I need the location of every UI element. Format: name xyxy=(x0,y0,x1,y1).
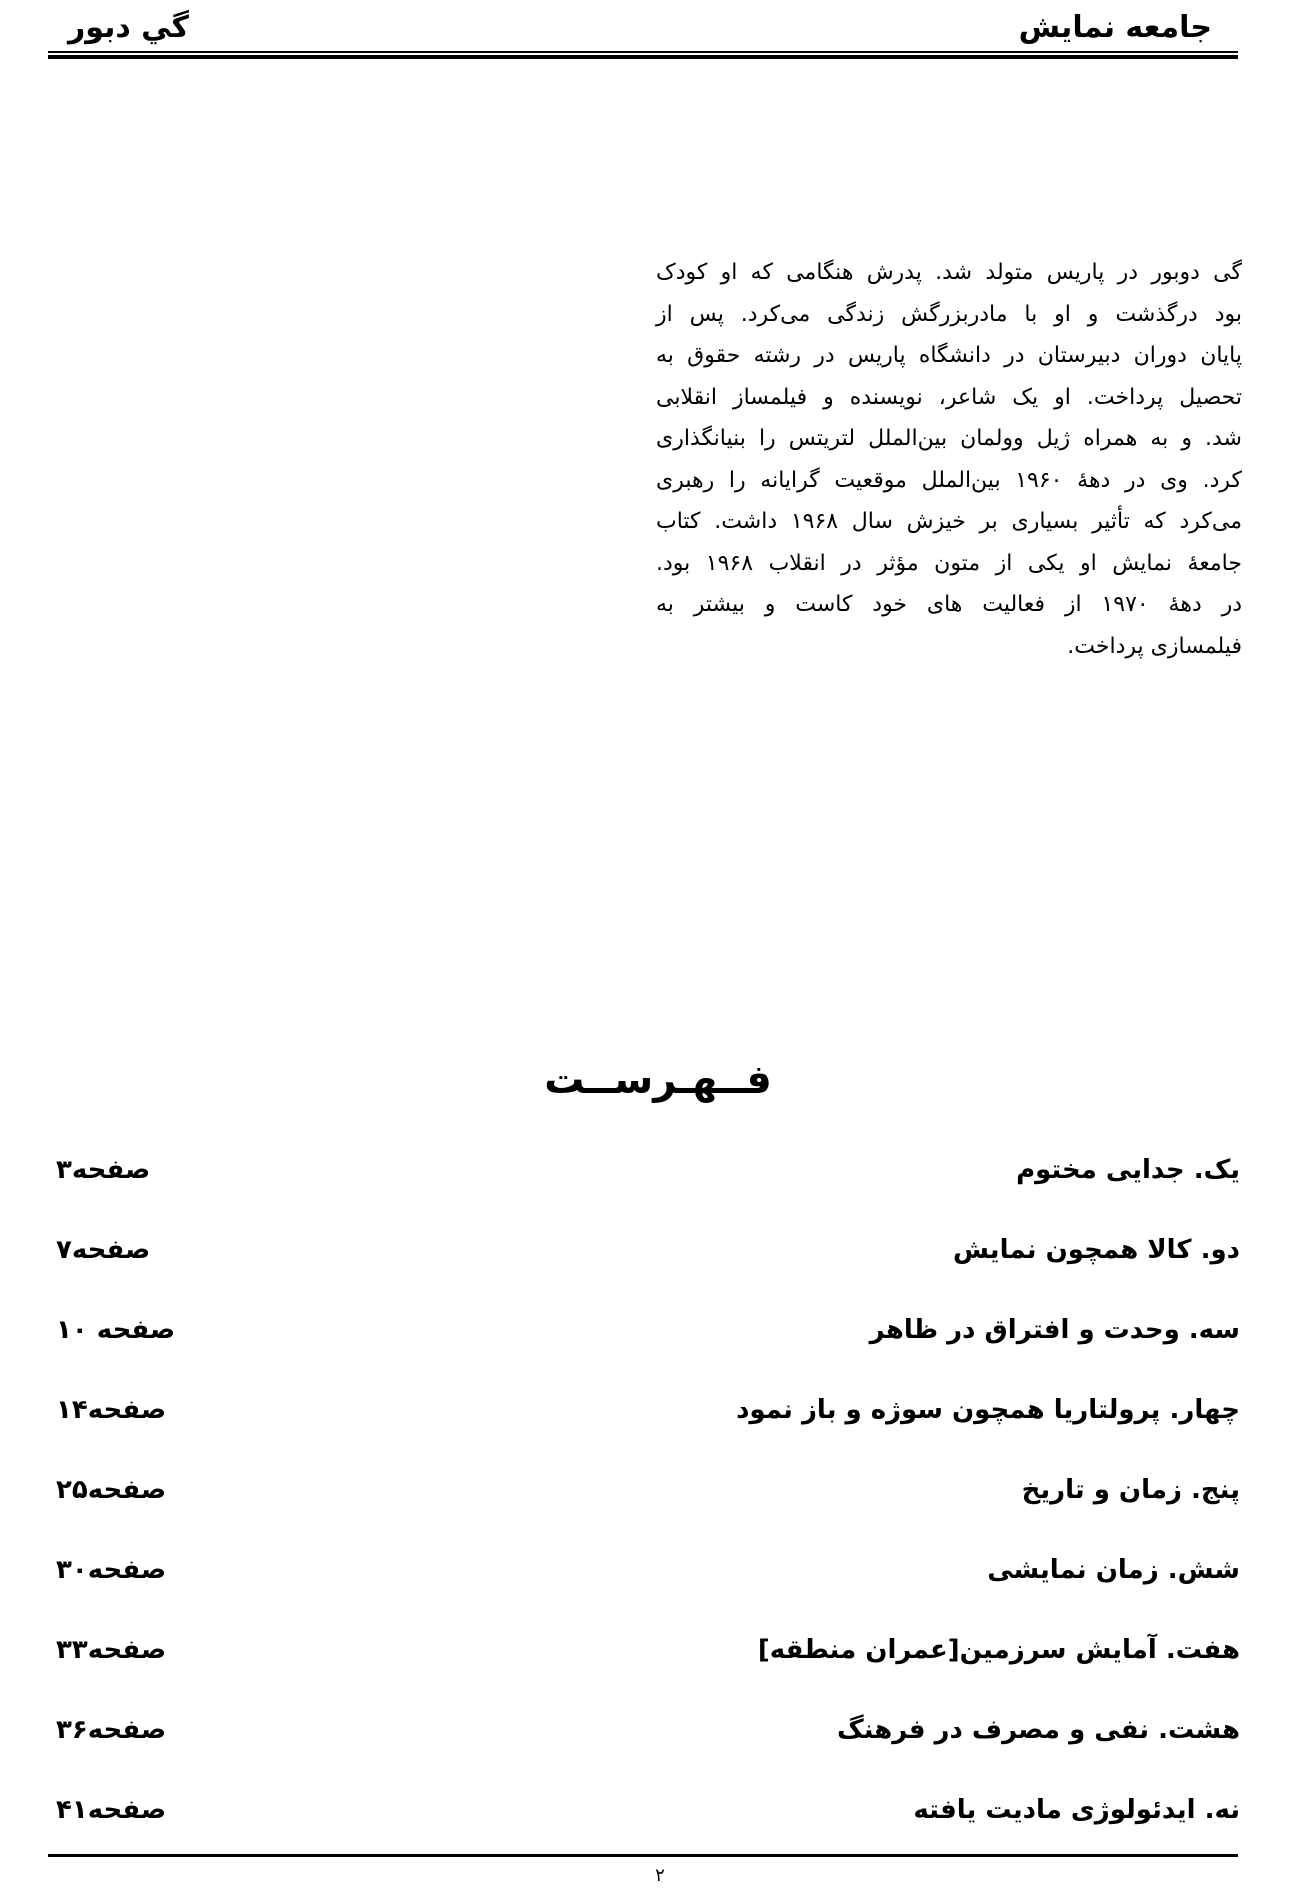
toc-title: فــهـرســت xyxy=(544,1057,772,1103)
header-rule-thick xyxy=(48,55,1238,59)
bio-line: در دههٔ ۱۹۷۰ از فعالیت های خود کاست و بیشتر به xyxy=(656,592,1242,617)
toc-entry-page: صفحه۲۵ xyxy=(56,1475,167,1505)
toc-entry[interactable] xyxy=(48,1306,1240,1386)
bio-line: کرد. وی در دههٔ ۱۹۶۰ بین‌الملل موقعیت گرایانه را رهبری xyxy=(656,467,1242,493)
running-header-author: گي دبور xyxy=(68,10,189,45)
toc-entry-title[interactable]: پنج. زمان و تاریخ xyxy=(1021,1475,1240,1505)
page-number: ۲ xyxy=(655,1865,665,1886)
toc-entry[interactable] xyxy=(48,1546,1240,1626)
author-bio-paragraph xyxy=(656,252,1242,667)
toc-entry-page: صفحه۳۰ xyxy=(56,1555,167,1585)
toc-entry-page: صفحه۴۱ xyxy=(56,1795,167,1825)
toc-entry-page: صفحه۷ xyxy=(56,1235,151,1265)
running-header-book-title: جامعه نمایش xyxy=(1018,10,1212,45)
footer-rule xyxy=(48,1854,1238,1857)
toc-entry-title[interactable]: شش. زمان نمایشی xyxy=(987,1555,1240,1585)
bio-line: گی دوبور در پاریس متولد شد. پدرش هنگامی که او کودک xyxy=(656,260,1242,285)
toc-entry[interactable] xyxy=(48,1386,1240,1466)
bio-line: پایان دوران دبیرستان در دانشگاه پاریس در رشته حقوق به xyxy=(656,343,1242,368)
header-rule xyxy=(48,51,1238,60)
toc-entry-page: صفحه۳۶ xyxy=(56,1715,167,1745)
toc-entry-title[interactable]: هفت. آمایش سرزمین[عمران منطقه] xyxy=(757,1635,1240,1665)
toc-entry-page: صفحه۳۳ xyxy=(56,1635,167,1665)
toc-entry[interactable] xyxy=(48,1466,1240,1546)
toc-entry-page: صفحه۳ xyxy=(56,1155,151,1185)
toc-entry-title[interactable]: چهار. پرولتاریا همچون سوژه و باز نمود xyxy=(736,1395,1240,1425)
toc-entry[interactable] xyxy=(48,1146,1240,1226)
toc-entry[interactable] xyxy=(48,1226,1240,1306)
toc-entry-page: صفحه ۱۰ xyxy=(56,1315,176,1345)
toc-entry[interactable] xyxy=(48,1626,1240,1706)
bio-line: فیلمسازی پرداخت. xyxy=(1067,633,1242,659)
table-of-contents xyxy=(48,1146,1240,1866)
bio-line: تحصیل پرداخت. او یک شاعر، نویسنده و فیلمساز انقلابی xyxy=(656,384,1242,410)
toc-entry-title[interactable]: یک. جدایی مختوم xyxy=(1016,1155,1240,1185)
toc-entry-page: صفحه۱۴ xyxy=(56,1395,167,1425)
bio-line: می‌کرد که تأثیر بسیاری بر خیزش سال ۱۹۶۸ داشت. کتاب xyxy=(656,509,1242,534)
toc-entry-title[interactable]: سه. وحدت و افتراق در ظاهر xyxy=(869,1315,1240,1345)
bio-line: بود درگذشت و او با مادربزرگش زندگی می‌کرد. پس از xyxy=(656,301,1242,327)
toc-entry[interactable] xyxy=(48,1706,1240,1786)
toc-entry-title[interactable]: هشت. نفی و مصرف در فرهنگ xyxy=(837,1715,1240,1745)
bio-line: شد. و به همراه ژیل وولمان بین‌الملل لتریتس را بنیانگذاری xyxy=(656,426,1242,451)
toc-entry-title[interactable]: دو. کالا همچون نمایش xyxy=(953,1235,1240,1265)
header-rule-thin xyxy=(48,51,1238,53)
bio-line: جامعهٔ نمایش او یکی از متون مؤثر در انقلاب ۱۹۶۸ بود. xyxy=(656,550,1242,576)
toc-entry-title[interactable]: نه. ایدئولوژی مادیت یافته xyxy=(913,1795,1240,1825)
